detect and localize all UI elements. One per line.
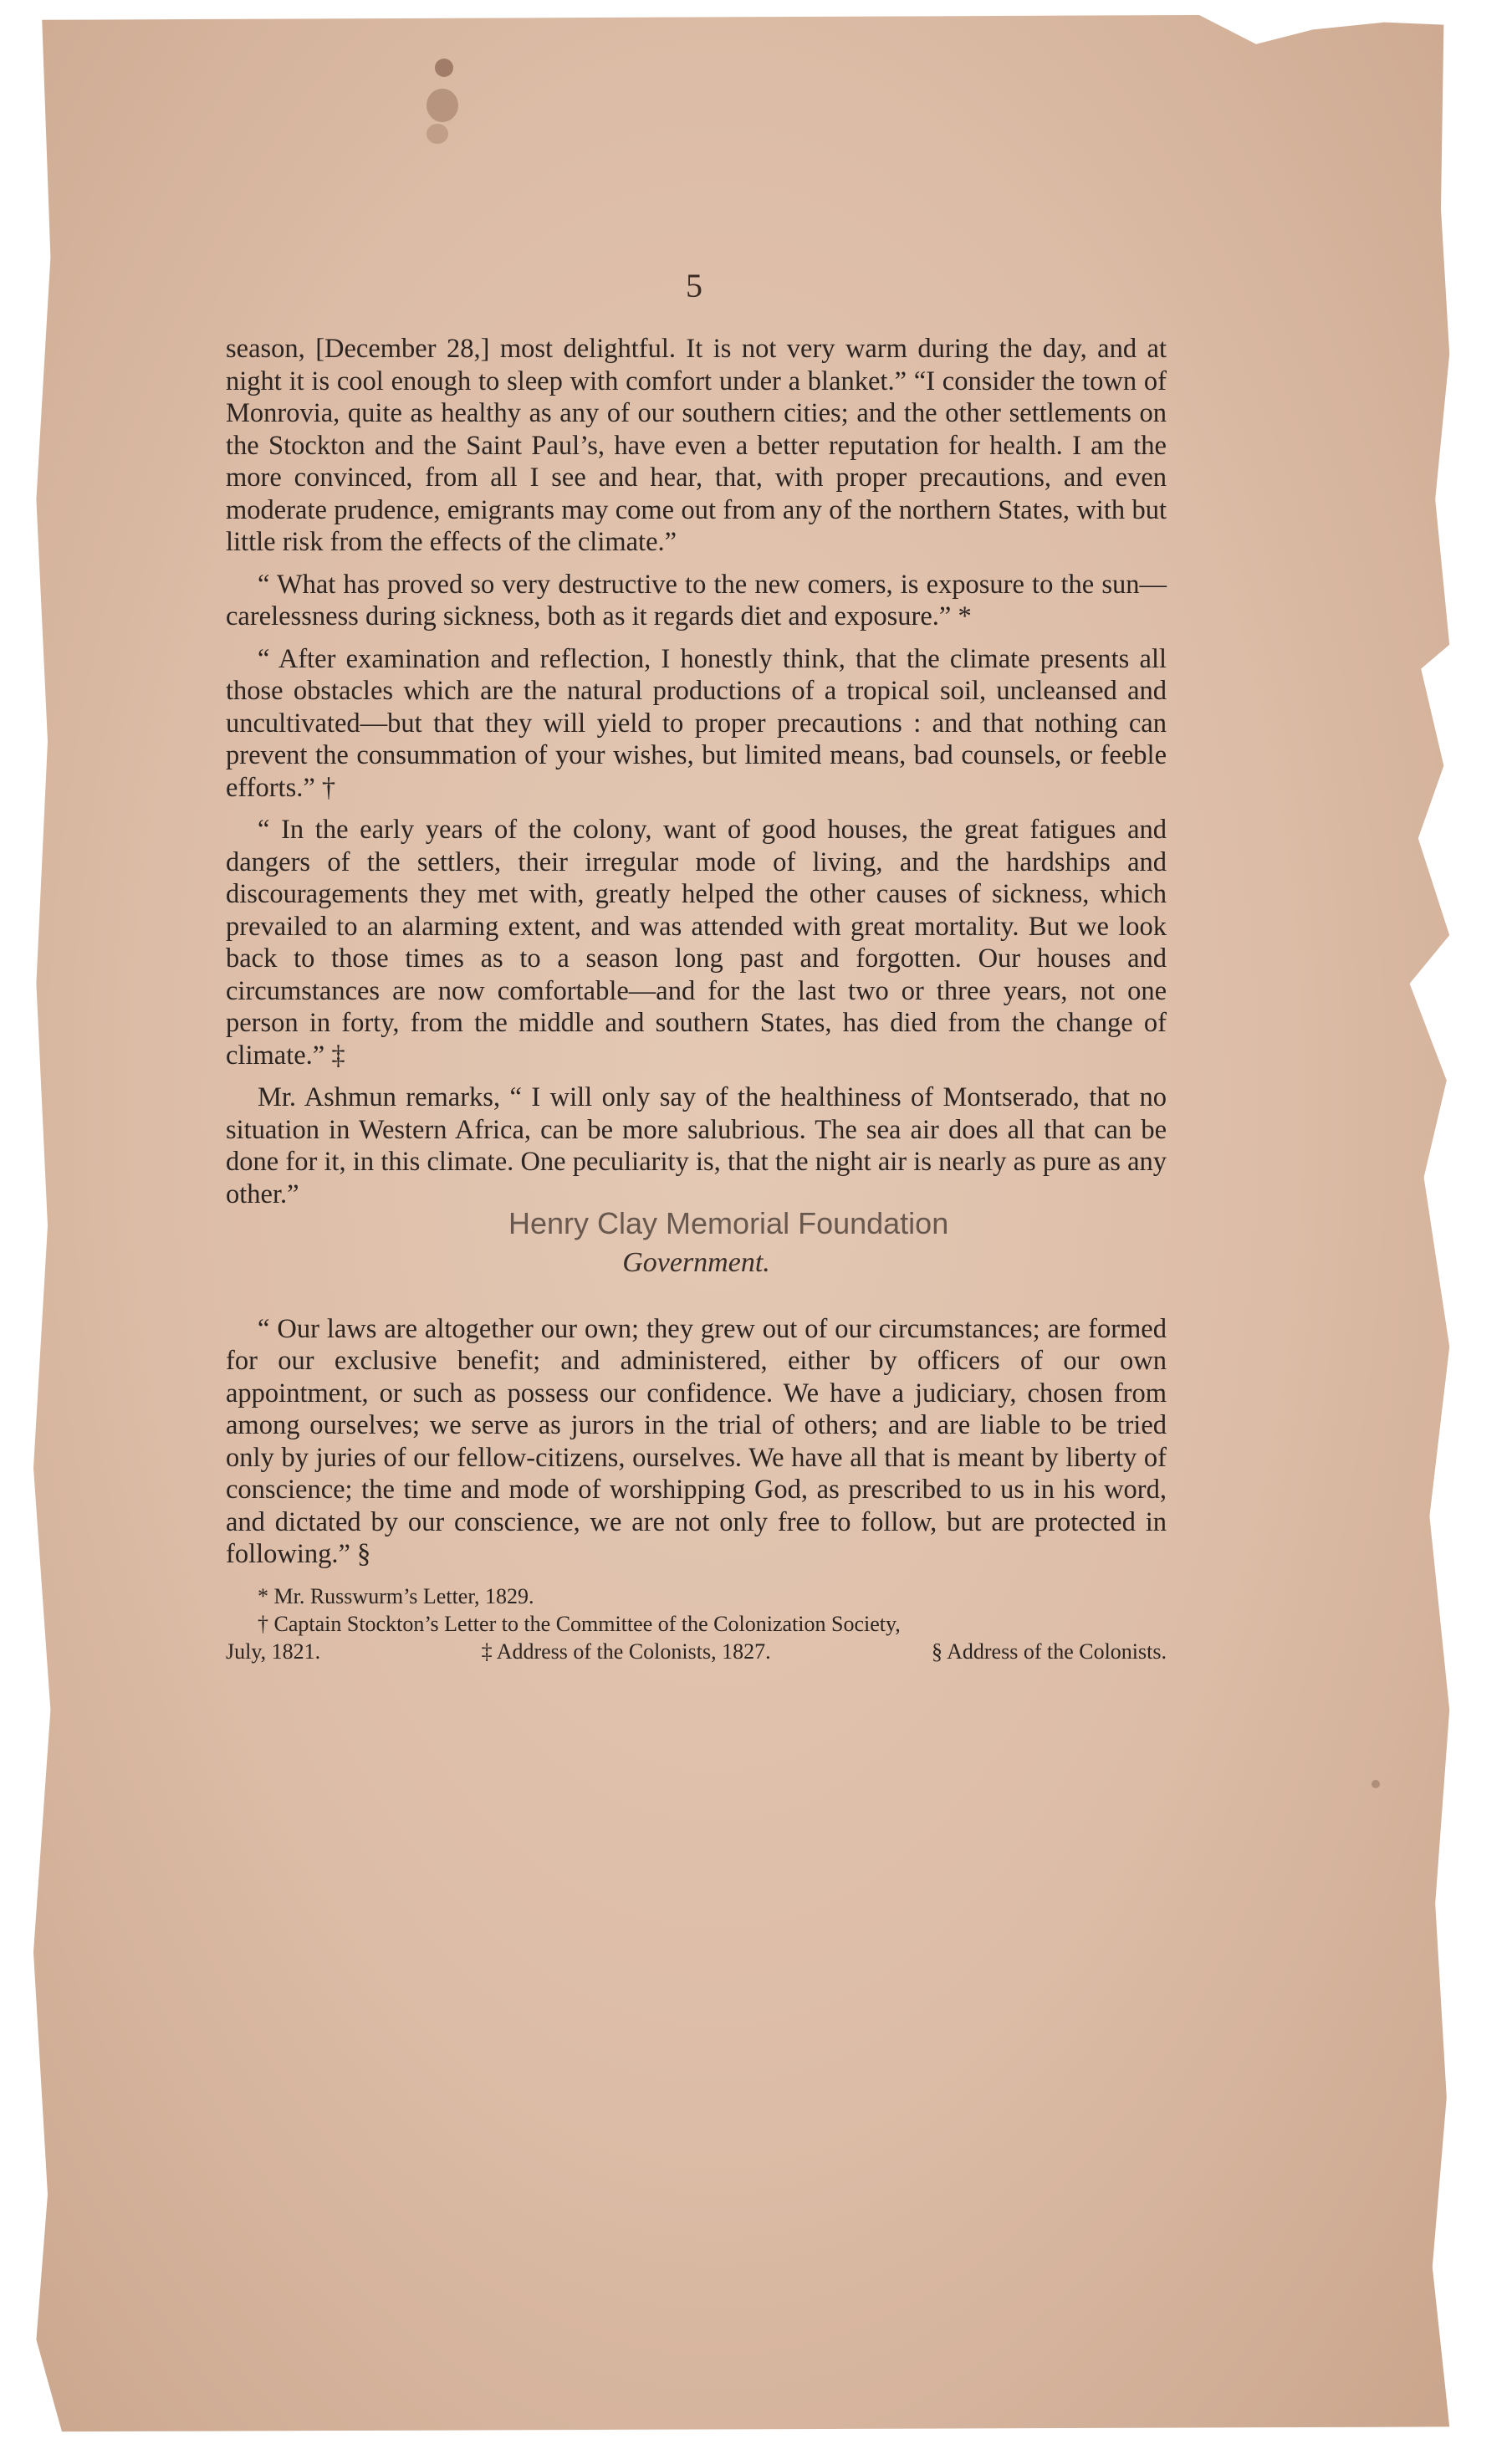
footnote: § Address of the Colonists. <box>932 1639 1167 1664</box>
footnote: * Mr. Russwurm’s Letter, 1829. <box>258 1583 534 1608</box>
footnotes <box>226 1582 1167 1665</box>
paragraph: “ In the early years of the colony, want of good houses, the great fatigues and dangers of the settlers, their irregular mode of living, and the hardships and discouragements they met with, greatly helped the other causes of sickness, which prevailed to an alarming extent, and was attended with great mortality. But we look back to those times as to a season long past and forgotten. Our houses and circumstances are now comfortable—and for the last two or three years, not one person in forty, from the middle and southern States, has died from the change of climate.” ‡ <box>226 815 1167 1071</box>
footnote: ‡ Address of the Colonists, 1827. <box>481 1639 771 1664</box>
paragraph: “ After examination and reflection, I honestly think, that the climate presents all those obstacles which are the natural productions of a tropical soil, uncleansed and uncultivated—but that they will yield to proper precautions : and that nothing can prevent the consummation of your wishes, but limited means, bad counsels, or feeble efforts.” † <box>226 643 1167 803</box>
foxing-stain <box>435 59 453 77</box>
foxing-stain <box>427 89 458 122</box>
foxing-stain <box>427 124 448 144</box>
paragraph: Mr. Ashmun remarks, “ I will only say of the healthiness of Montserado, that no situation in Western Africa, can be more salubrious. The sea air does all that can be done for it, in this climate. One peculiarity is, that the night air is nearly as pure as any other.” <box>226 1082 1167 1209</box>
paragraph: “ What has proved so very destructive to the new comers, is exposure to the sun—carelessness during sickness, both as it regards diet and exposure.” * <box>226 569 1167 631</box>
section-heading: Government. <box>622 1247 770 1278</box>
page-number: 5 <box>686 267 702 304</box>
watermark: Henry Clay Memorial Foundation <box>508 1206 949 1240</box>
foxing-stain <box>1372 1780 1380 1788</box>
footnote: † Captain Stockton’s Letter to the Committee of the Colonization Society, <box>258 1611 901 1636</box>
footnote: July, 1821. <box>226 1639 321 1664</box>
foxing-stain <box>1455 893 1465 903</box>
body-text <box>226 333 1167 1665</box>
footnote-row <box>226 1638 1167 1665</box>
paragraph: season, [December 28,] most delightful. It is not very warm during the day, and at night it is cool enough to sleep with comfort under a blanket.” “I consider the town of Monrovia, quite as healthy as any of our southern cities; and the other settlements on the Stockton and the Saint Paul’s, have even a better reputation for health. I am the more convinced, from all I see and hear, that, with proper precautions, and even moderate prudence, emigrants may come out from any of the northern States, with but little risk from the effects of the climate.” <box>226 334 1167 557</box>
paragraph: “ Our laws are altogether our own; they grew out of our circumstances; are formed for our exclusive benefit; and administered, either by officers of our own appointment, or such as possess our confidence. We have a judiciary, chosen from among ourselves; we serve as jurors in the trial of others; and are liable to be tried only by juries of our fellow-citizens, ourselves. We have all that is meant by liberty of conscience; the time and mode of worshipping God, as prescribed to us in his word, and dictated by our conscience, we are not only free to follow, but are protected in following.” § <box>226 1313 1167 1569</box>
